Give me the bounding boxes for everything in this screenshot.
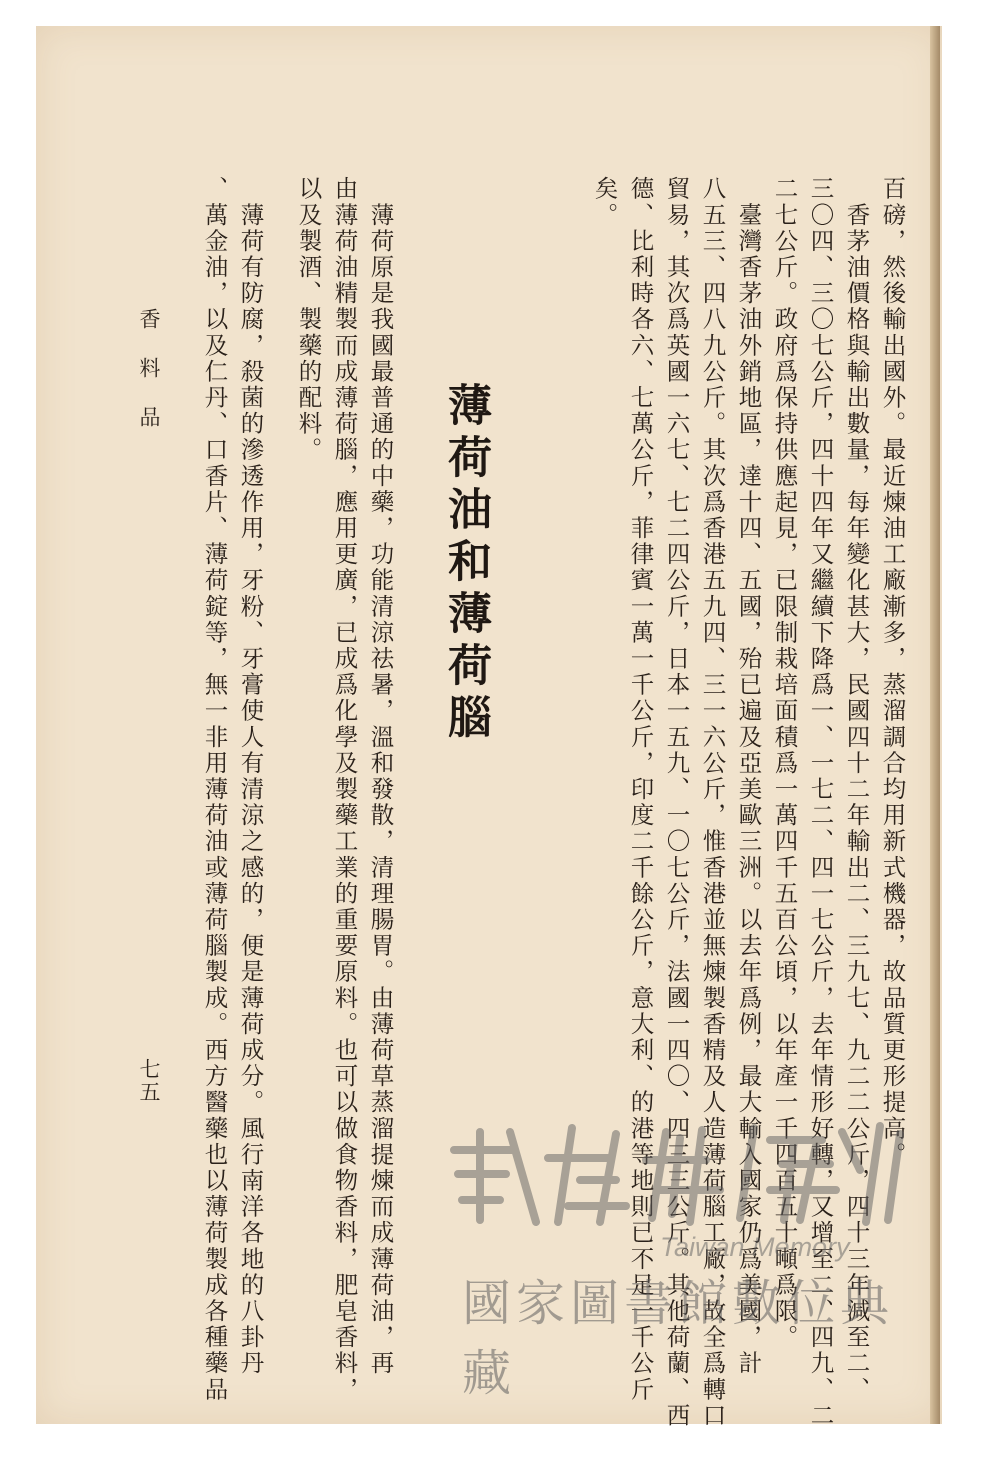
- text-column-5: 臺灣香茅油外銷地區，達十四、五國，殆已遍及亞美歐三洲。以去年爲例，最大輸入國家仍爲美國，計: [734, 176, 763, 1377]
- text-column-14: 、萬金油，以及仁丹、口香片、薄荷錠等，無一非用薄荷油或薄荷腦製成。西方醫藥也以薄荷製成各種藥品: [200, 176, 229, 1403]
- text-column-3: 三〇四、三〇七公斤，四十四年又繼續下降爲一、一七二、四一七公斤，去年情形好轉，又增至二、四九、二: [806, 176, 835, 1429]
- running-footer-title: 香料品: [137, 308, 161, 455]
- section-heading: 薄荷油和薄荷腦: [440, 382, 491, 746]
- text-column-10: 薄荷原是我國最普通的中藥，功能清涼祛暑，溫和發散，清理腸胃。由薄荷草蒸溜提煉而成薄荷油，再: [366, 176, 395, 1377]
- text-column-11: 由薄荷油精製而成薄荷腦，應用更廣，已成爲化學及製藥工業的重要原料。也可以做食物香料，肥皂香料，: [330, 176, 359, 1403]
- text-column-6: 八五三、四八九公斤。其次爲香港五九四、三一六公斤，惟香港並無煉製香精及人造薄荷腦工廠，故全爲轉口: [698, 176, 727, 1429]
- text-column-8: 德、比利時各六、七萬公斤，菲律賓一萬一千公斤，印度二千餘公斤，意大利、的港等地則已不足一千公斤: [626, 176, 655, 1403]
- text-column-9: 矣。: [590, 176, 619, 229]
- text-column-2: 香茅油價格與輸出數量，每年變化甚大，民國四十二年輸出二、三九七、九二二公斤，四十三年減至二、: [842, 176, 871, 1403]
- watermark-chinese: 國家圖書館數位典藏: [462, 1275, 895, 1402]
- text-column-4: 二七公斤。政府爲保持供應起見，已限制栽培面積爲一萬四千五百公頃，以年產一千四百五十噸爲限。: [770, 176, 799, 1351]
- page-spine-edge: [930, 26, 940, 1424]
- text-column-13: 薄荷有防腐，殺菌的滲透作用，牙粉、牙膏使人有清涼之感的，便是薄荷成分。風行南洋各地的八卦丹: [236, 176, 265, 1377]
- watermark-english: Taiwan Memory: [660, 1232, 850, 1262]
- text-column-12: 以及製酒、製藥的配料。: [294, 176, 323, 464]
- text-column-7: 貿易，其次爲英國一六七、七二四公斤，日本一五九、一〇七公斤，法國一四〇、四三三公斤。其他荷蘭、西: [662, 176, 691, 1429]
- page-number: 七五: [137, 1058, 161, 1104]
- text-column-1: 百磅，然後輸出國外。最近煉油工廠漸多，蒸溜調合均用新式機器，故品質更形提高。: [878, 176, 907, 1168]
